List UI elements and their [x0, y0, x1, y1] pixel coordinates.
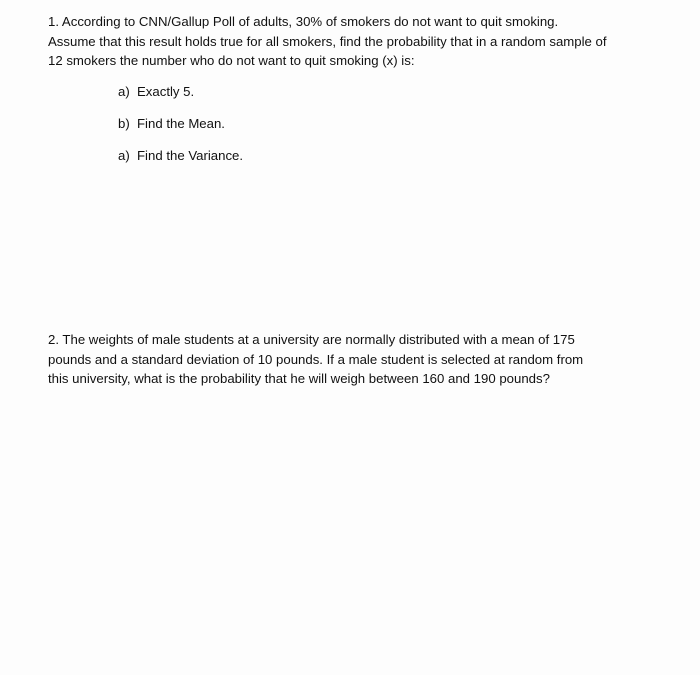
question-2-line-3: this university, what is the probability that he will weigh between 160 and 190 pounds?: [48, 371, 550, 386]
question-1-line-3: 12 smokers the number who do not want to quit smoking (x) is:: [48, 53, 415, 68]
question-1-part-c: [118, 146, 243, 178]
part-letter: a): [118, 148, 130, 163]
question-2-line-2: pounds and a standard deviation of 10 pounds. If a male student is selected at random from: [48, 351, 584, 367]
question-1-line-1: 1. According to CNN/Gallup Poll of adults, 30% of smokers do not want to quit smoking.: [48, 14, 559, 29]
question-2: [48, 330, 648, 389]
part-letter: a): [118, 84, 130, 99]
question-2-line-1: 2. The weights of male students at a university are normally distributed with a mean of 175: [48, 332, 575, 347]
part-text: Find the Mean.: [137, 116, 225, 131]
part-letter: b): [118, 116, 130, 131]
question-1: [48, 12, 648, 71]
part-text: Find the Variance.: [137, 148, 244, 163]
question-1-line-2: Assume that this result holds true for all smokers, find the probability that in a random sample of: [48, 33, 607, 49]
question-1-parts: [118, 82, 243, 178]
question-1-part-b: [118, 114, 243, 146]
part-text: Exactly 5.: [137, 84, 195, 99]
question-1-part-a: [118, 82, 243, 114]
